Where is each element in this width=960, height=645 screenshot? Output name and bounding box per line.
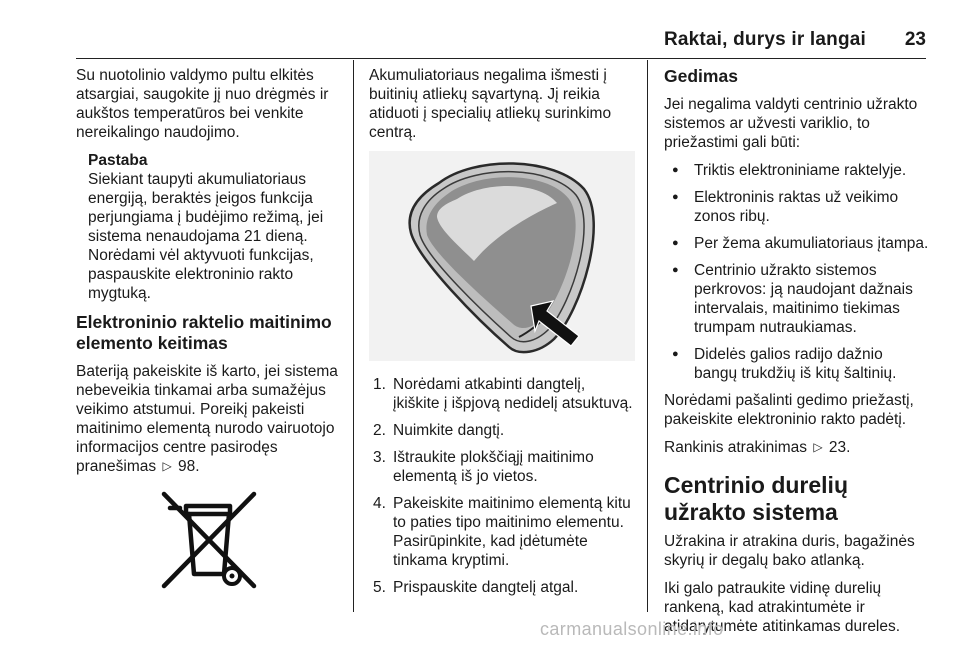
disposal-paragraph: Akumuliatoriaus negalima išmesti į buitinių atliekų sąvartyną. Jį reikia atiduoti į specialių atliekų surinkimo centrą. — [369, 67, 612, 141]
note-body: Siekiant taupyti akumuliatoriaus energiją, beraktės įeigos funkcija perjungiama į budėjimo režimą, jei sistema nenaudojama 21 dieną. Norėdami vėl aktyvuoti funkcijas, paspauskite elektroninio rakto mygtuką. — [88, 171, 324, 302]
list-item — [369, 421, 635, 440]
battery-replacement-heading: Elektroninio raktelio maitinimo elemento keitimas — [76, 312, 332, 353]
step-number: 2. — [373, 422, 386, 439]
reference-arrow-icon: ▷ — [162, 459, 172, 473]
list-item: ● Didelės galios radijo dažnio bangų trukdžių iš kitų šaltinių. — [664, 345, 930, 383]
central-locking-paragraph: Užrakina ir atrakina duris, bagažinės skyrių ir degalų bako atlanką. — [664, 533, 915, 569]
battery-paragraph — [76, 362, 348, 477]
header-title: Raktai, durys ir langai — [663, 29, 866, 50]
list-item — [369, 494, 635, 570]
column-divider — [353, 60, 354, 612]
step-number: 4. — [373, 495, 386, 512]
page-header — [76, 18, 926, 59]
step-text: Prispauskite dangtelį atgal. — [393, 579, 579, 596]
step-text: Norėdami atkabinti dangtelį, įkiškite į išpjovą nedidelį atsuktuvą. — [393, 376, 633, 412]
column-middle — [369, 66, 635, 605]
key-fob-illustration — [369, 151, 635, 361]
column-divider — [647, 60, 648, 612]
list-item — [369, 375, 635, 413]
list-item: ● Elektroninis raktas už veikimo zonos ribų. — [664, 188, 930, 226]
column-right — [664, 66, 930, 645]
door-handle-paragraph: Iki galo patraukite vidinę durelių rankeną, kad atrakintumėte ir atidarytumėte atitinkamas dureles. — [664, 580, 901, 635]
battery-paragraph-text: Bateriją pakeiskite iš karto, jei sistema nebeveikia tinkamai arba sumažėjus veikimo atstumui. Poreikį pakeisti maitinimo elementą nurodo vairuotojo informacijos centre pasirodęs pranešimas — [76, 363, 338, 475]
list-item — [369, 578, 635, 597]
note-title: Pastaba — [88, 152, 148, 169]
column-left — [76, 66, 348, 596]
step-text: Pakeiskite maitinimo elementą kitu to paties tipo maitinimo elementu. Pasirūpinkite, kad įdėtumėte tinkama kryptimi. — [393, 495, 631, 569]
step-text: Ištraukite plokščiąjį maitinimo elementą iš jo vietos. — [393, 449, 594, 485]
manual-unlock-text: Rankinis atrakinimas — [664, 439, 807, 456]
crossed-out-wheelie-bin-icon — [154, 486, 264, 596]
step-number: 5. — [373, 579, 386, 596]
reference-arrow-icon: ▷ — [813, 440, 823, 454]
page-number: 23 — [904, 29, 926, 50]
page-reference[interactable]: 23. — [828, 439, 851, 456]
list-item: ● Triktis elektroniniame raktelyje. — [664, 161, 930, 180]
fault-intro: Jei negalima valdyti centrinio užrakto sistemos ar užvesti variklio, to priežastimi gali būti: — [664, 96, 918, 151]
step-number: 3. — [373, 449, 386, 466]
intro-paragraph: Su nuotolinio valdymo pultu elkitės atsargiai, saugokite jį nuo drėgmės ir aukštos temperatūros bei venkite nereikalingo naudojimo. — [76, 67, 329, 141]
step-text: Nuimkite dangtį. — [393, 422, 505, 439]
fault-causes-list — [664, 161, 930, 383]
fault-fix-paragraph: Norėdami pašalinti gedimo priežastį, pakeiskite elektroninio rakto padėtį. — [664, 392, 914, 428]
replacement-steps — [369, 375, 635, 597]
list-item — [369, 448, 635, 486]
watermark: carmanualsonline.info — [540, 619, 724, 639]
central-locking-heading: Centrinio durelių užrakto sistema — [664, 472, 848, 525]
manual-unlock-paragraph — [664, 438, 930, 458]
note-block — [88, 151, 348, 303]
fault-heading: Gedimas — [664, 66, 738, 86]
list-item: ● Centrinio užrakto sistemos perkrovos: ją naudojant dažnais intervalais, maitinimo tiekimas trumpam nutraukiamas. — [664, 261, 930, 337]
page-reference[interactable]: 98. — [177, 458, 200, 475]
list-item: ● Per žema akumuliatoriaus įtampa. — [664, 234, 930, 253]
step-number: 1. — [373, 376, 386, 393]
